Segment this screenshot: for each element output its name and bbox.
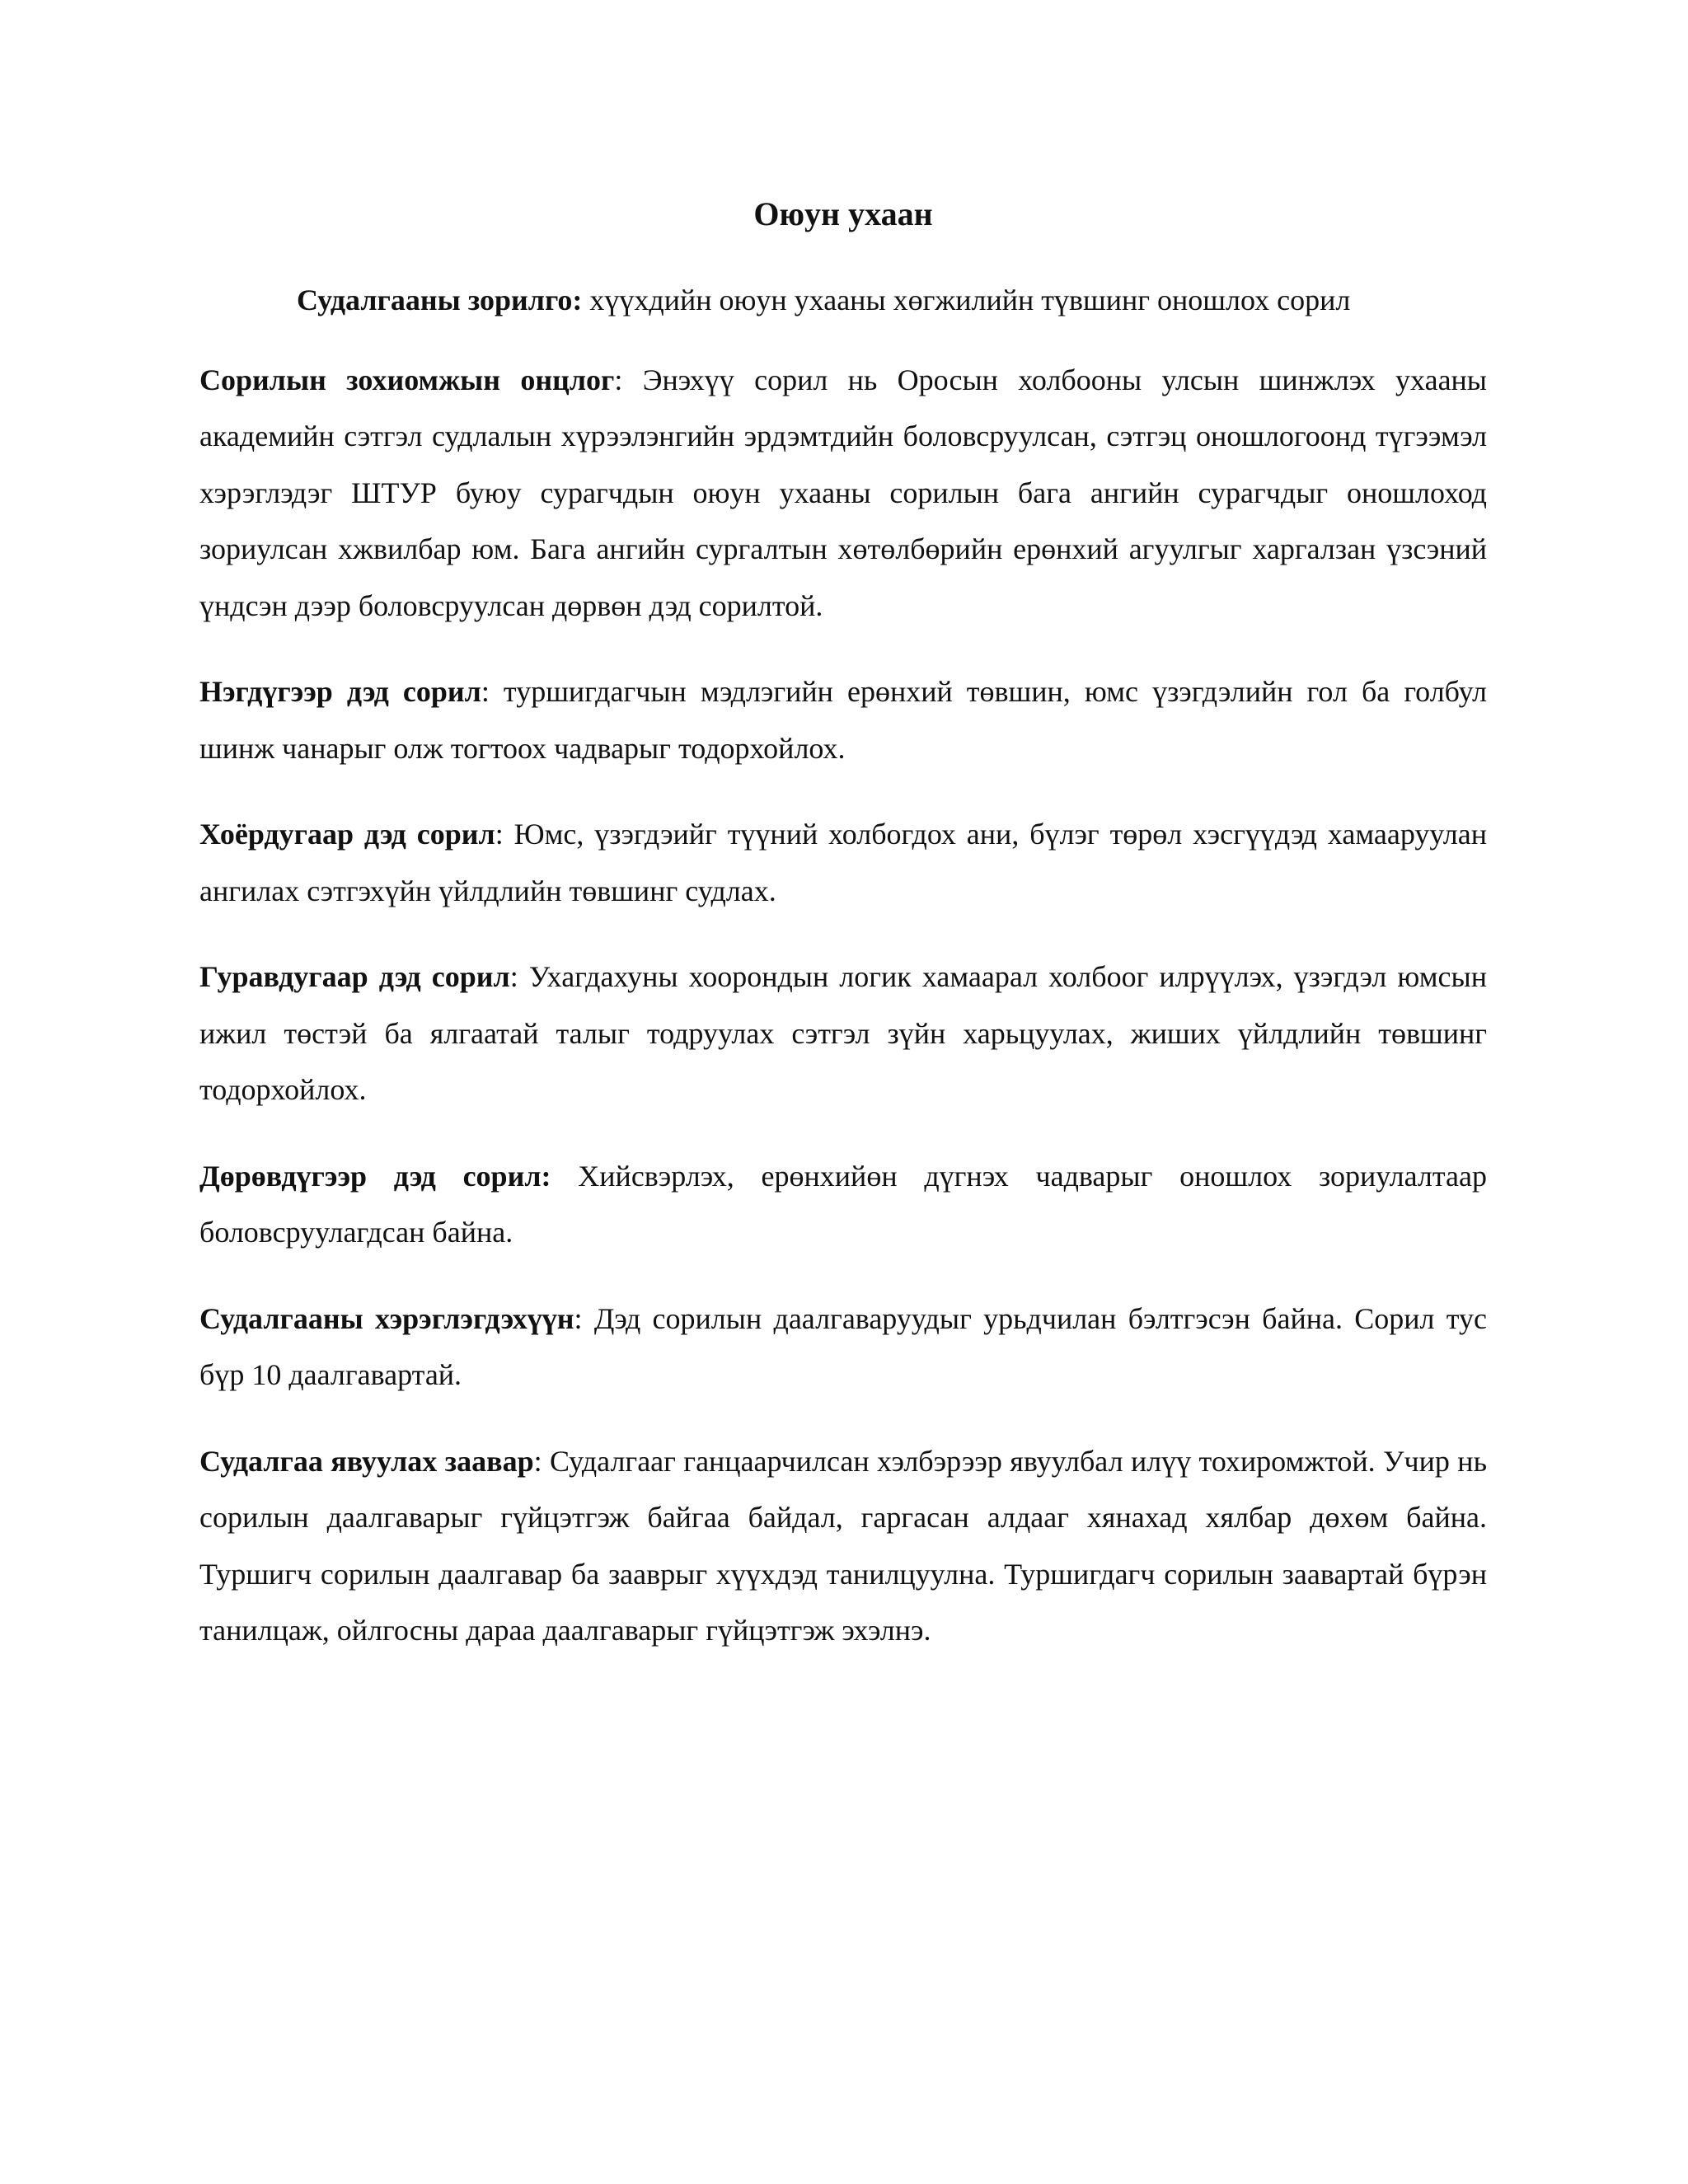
paragraph-text: : Энэхүү сорил нь Оросын холбооны улсын шинжлэх ухааны академийн сэтгэл судлалын хүрээлэнгийн эрдэмтдийн боловсруулсан, сэтгэц оношлогоонд түгээмэл хэрэглэдэг ШТУР буюу сурагчдын оюун ухааны сорилын бага ангийн сурагчдыг оношлоход зориулсан хжвилбар юм. Бага ангийн сургалтын хөтөлбөрийн ерөнхий агуулгыг харгалзан үзсэний үндсэн дээр боловсруулсан дөрвөн дэд сорилтой. <box>199 363 1487 622</box>
paragraph-text: : Ухагдахуны хоорондын логик хамаарал холбоог илрүүлэх, үзэгдэл юмсын ижил төстэй ба ялгаатай талыг тодруулах сэтгэл зүйн харьцуулах, жиших үйлдлийн төвшинг тодорхойлох. <box>199 960 1487 1106</box>
paragraph-label: Судалгааны хэрэглэгдэхүүн <box>199 1301 574 1335</box>
paragraph-label: Гуравдугаар дэд сорил <box>199 960 510 993</box>
paragraph-label: Судалгааны зорилго: <box>297 284 583 316</box>
document-body <box>199 191 1487 1689</box>
page-title: Оюун ухаан <box>753 195 933 232</box>
paragraph-text: : Судалгааг ганцаарчилсан хэлбэрээр явуулбал илүү тохиромжтой. Учир нь сорилын даалгаварыг гүйцэтгэж байгаа байдал, гаргасан алдааг хянахад хялбар дөхөм байна. Туршигч сорилын даалгавар ба зааврыг хүүхдэд танилцуулна. Туршигдагч сорилын заавартай бүрэн танилцаж, ойлгосны дараа даалгаварыг гүйцэтгэж эхэлнэ. <box>199 1444 1487 1647</box>
paragraph-subtest-1 <box>199 663 1487 776</box>
paragraph-materials <box>199 1291 1487 1404</box>
paragraph-text: хүүхдийн оюун ухааны хөгжилийн түвшинг оношлох сорил <box>582 284 1351 316</box>
paragraph-text: : туршигдагчын мэдлэгийн ерөнхий төвшин, юмс үзэгдэлийн гол ба голбул шинж чанарыг олж тогтоох чадварыг тодорхойлох. <box>199 675 1488 765</box>
paragraph-instructions <box>199 1433 1487 1659</box>
paragraph-label: Дөрөвдүгээр дэд сорил: <box>199 1159 551 1193</box>
paragraph-research-goal <box>199 272 1487 329</box>
paragraph-test-design <box>199 352 1487 635</box>
paragraph-label: Нэгдүгээр дэд сорил <box>199 675 481 708</box>
paragraph-text: : Дэд сорилын даалгаваруудыг урьдчилан бэлтгэсэн байна. Сорил тус бүр 10 даалгавартай. <box>199 1301 1487 1391</box>
paragraph-subtest-2 <box>199 806 1487 919</box>
paragraph-subtest-3 <box>199 949 1487 1118</box>
paragraph-subtest-4 <box>199 1148 1487 1261</box>
paragraph-label: Хоёрдугаар дэд сорил <box>199 818 495 851</box>
paragraph-label: Судалгаа явуулах заавар <box>199 1444 534 1478</box>
paragraph-text: : Юмс, үзэгдэийг түүний холбогдох ани, бүлэг төрөл хэсгүүдэд хамааруулан ангилах сэтгэхүйн үйлдлийн төвшинг судлах. <box>199 818 1487 907</box>
paragraph-label: Сорилын зохиомжын онцлог <box>199 363 615 396</box>
paragraph-text: Хийсвэрлэх, ерөнхийөн дүгнэх чадварыг оношлох зориулалтаар боловсруулагдсан байна. <box>199 1159 1488 1249</box>
